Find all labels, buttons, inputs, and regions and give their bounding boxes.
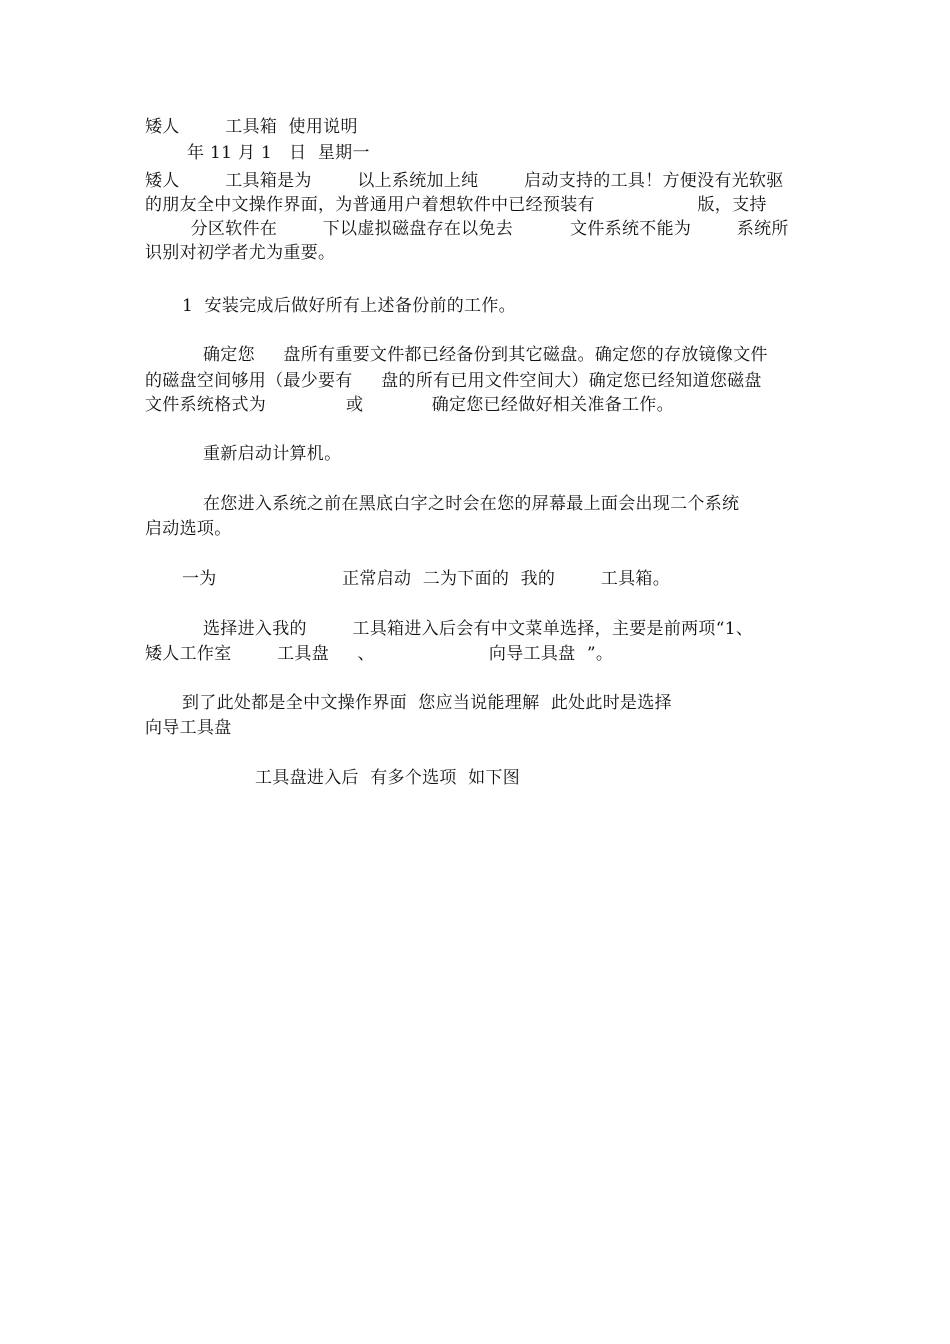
step-1-text: 1 安装完成后做好所有上述备份前的工作。 [182, 296, 516, 316]
menu-line-2: 矮人工作室 工具盘 、 向导工具盘 ”。 [145, 644, 614, 664]
document-title: 矮人 工具箱 使用说明 [145, 117, 358, 137]
after-text: 工具盘进入后 有多个选项 如下图 [255, 768, 521, 788]
boot-line-1: 在您进入系统之前在黑底白字之时会在您的屏幕最上面会出现二个系统 [203, 494, 740, 514]
confirm-line-1: 确定您 盘所有重要文件都已经备份到其它磁盘。确定您的存放镜像文件 [203, 345, 768, 365]
choose-line-2: 向导工具盘 [145, 718, 232, 738]
confirm-line-3: 文件系统格式为 或 确定您已经做好相关准备工作。 [145, 395, 674, 415]
intro-line-3: 分区软件在 下以虚拟磁盘存在以免去 文件系统不能为 系统所 [145, 219, 789, 239]
intro-line-1: 矮人 工具箱是为 以上系统加上纯 启动支持的工具！方便没有光软驱 [145, 171, 784, 191]
menu-line-1: 选择进入我的 工具箱进入后会有中文菜单选择，主要是前两项“1、 [203, 619, 754, 639]
boot-line-2: 启动选项。 [145, 519, 232, 539]
restart-text: 重新启动计算机。 [203, 444, 342, 464]
document-date: 年 11 月 1 日 星期一 [187, 143, 370, 163]
confirm-line-2: 的磁盘空间够用（最少要有 盘的所有已用文件空间大）确定您已经知道您磁盘 [145, 371, 762, 391]
boot-options-text: 一为 正常启动 二为下面的 我的 工具箱。 [182, 569, 671, 589]
intro-line-4: 识别对初学者尤为重要。 [145, 243, 336, 263]
intro-line-2: 的朋友全中文操作界面，为普通用户着想软件中已经预装有 版，支持 [145, 195, 767, 215]
choose-line-1: 到了此处都是全中文操作界面 您应当说能理解 此处此时是选择 [182, 693, 672, 713]
